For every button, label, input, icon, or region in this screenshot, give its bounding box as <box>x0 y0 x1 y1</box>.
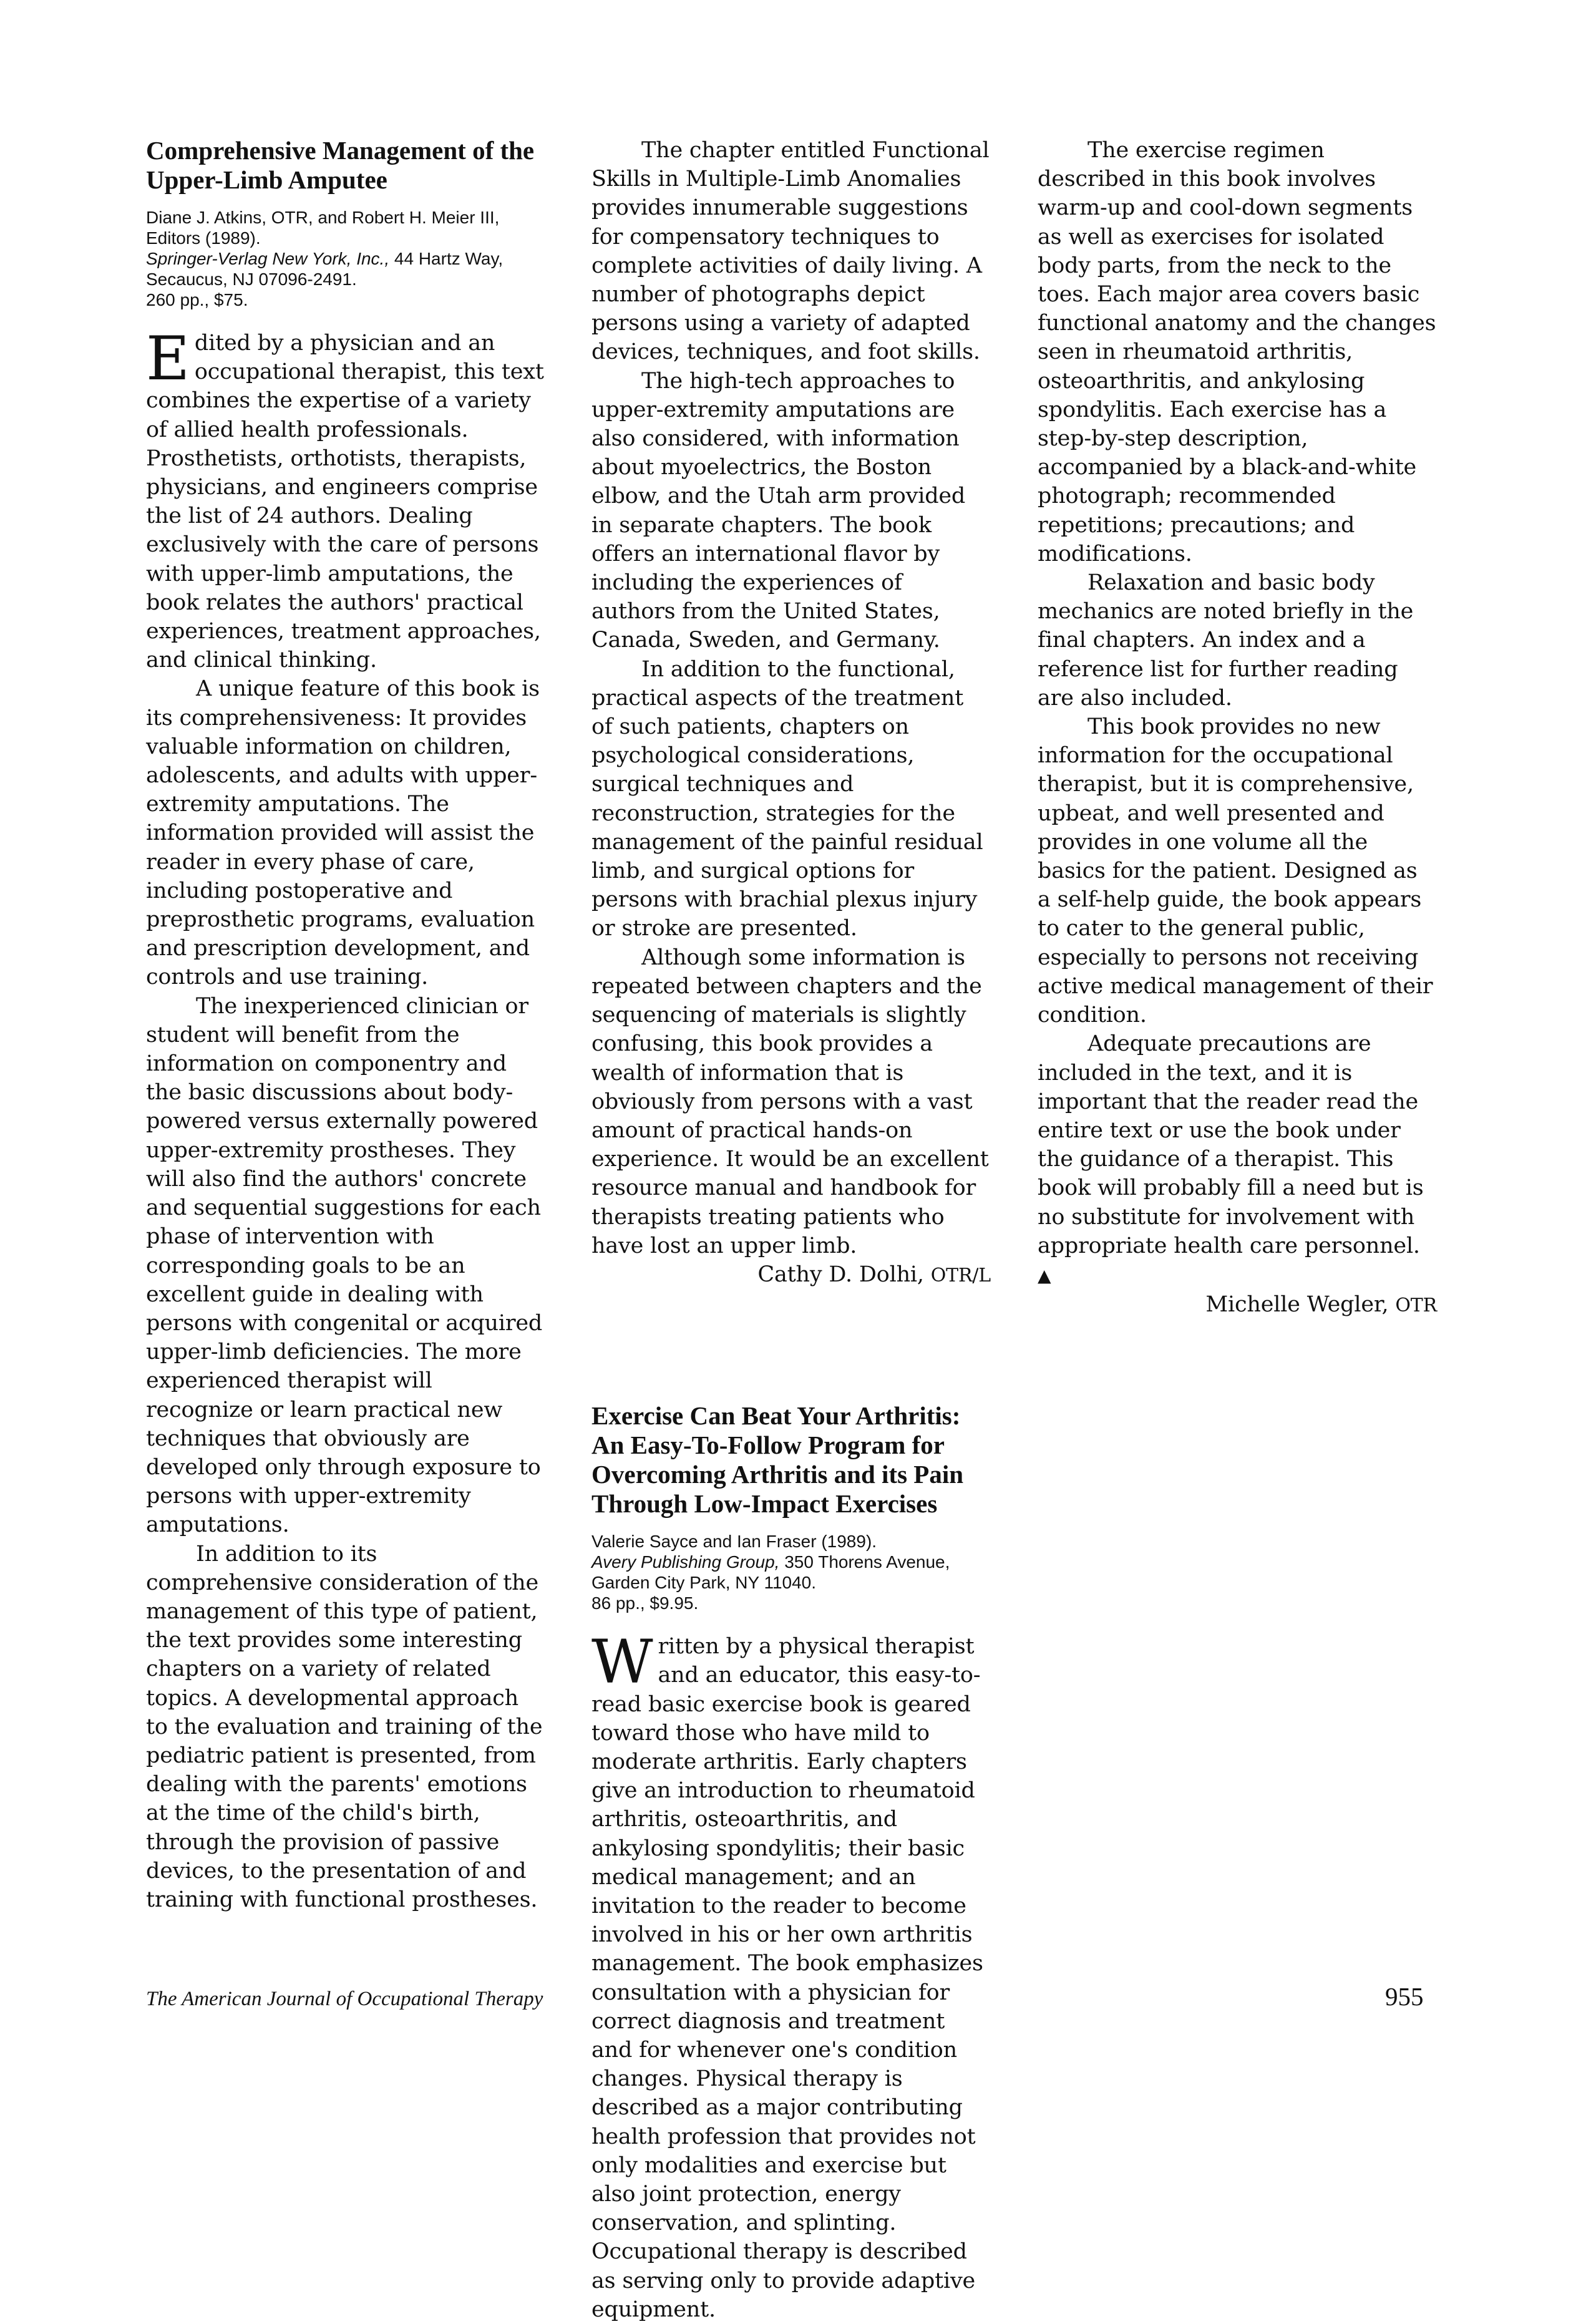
review-2-drop-cap: W <box>591 1627 653 1698</box>
review-2-paragraph-5-text: Adequate precautions are included in the text, and it is important that the reader read the entire text or use the book under the guidance of a therapist. This book will probably fill a need but is no substitute for involvement with appropriate health care personnel. <box>1038 1031 1424 1258</box>
review-1-citation <box>146 207 545 310</box>
review-2-paragraph-1 <box>591 1627 991 2324</box>
review-1-title: Comprehensive Management of the Upper-Limb Amputee <box>146 136 535 194</box>
review-1-price: 260 pp., $75. <box>146 290 248 309</box>
review-1-paragraph-7: In addition to the functional, practical aspects of the treatment of such patients, chapters on psychological considerations, surgical techniques and reconstruction, strategies for the management of the painful residual limb, and surgical options for persons with brachial plexus injury or stroke are presented. <box>591 656 983 941</box>
review-2-paragraph-3: Relaxation and basic body mechanics are noted briefly in the final chapters. An index and a reference list for further reading are also included. <box>1038 570 1414 711</box>
review-2-paragraph-1-text: ritten by a physical therapist and an educator, this easy-to-read basic exercise book is geared toward those who have mild to moderate arthritis. Early chapters give an introduction to rheumatoid arthritis, osteoarthritis, and ankylosing spondylitis; their basic medical management; and an invitation to the reader to become involved in his or her own arthritis management. The book emphasizes consultation with a physician for correct diagnosis and treatment and for whenever one's condition changes. Physical therapy is described as a major contributing health profession that provides not only modalities and exercise but also joint protection, energy conservation, and splinting. Occupational therapy is described as serving only to provide adaptive equipment. <box>591 1634 983 2322</box>
review-1-reviewer-credential: OTR/L <box>930 1264 991 1286</box>
review-1-paragraph-4: In addition to its comprehensive consideration of the management of this type of patient, the text provides some interesting chapters on a variety of related topics. A developmental approach to the evaluation and training of the pediatric patient is presented, from dealing with the parents' emotions at the time of the child's birth, through the provision of passive devices, to the presentation of and training with functional prostheses. <box>146 1541 543 1912</box>
review-1-signature <box>591 1260 991 1290</box>
review-1-publisher-address: 44 Hartz Way, Secaucus, NJ 07096-2491. <box>146 249 504 289</box>
review-2-publisher-name: Avery Publishing Group, <box>591 1552 780 1572</box>
review-2-reviewer-name: Michelle Wegler, <box>1205 1292 1389 1318</box>
review-2-title: Exercise Can Beat Your Arthritis: An Easy-To-Follow Program for Overcoming Arthritis and its Pain Through Low-Impact Exercises <box>591 1401 964 1519</box>
review-2-price: 86 pp., $9.95. <box>591 1593 699 1613</box>
review-1-publisher <box>146 248 545 289</box>
review-1-paragraph-3: The inexperienced clinician or student will benefit from the information on componentry and the basic discussions about body-powered versus externally powered upper-extremity prostheses. They will also find the authors' concrete and sequential suggestions for each phase of intervention with corresponding goals to be an excellent guide in dealing with persons with congenital or acquired upper-limb deficiencies. The more experienced therapist will recognize or learn practical new techniques that obviously are developed only through exposure to persons with upper-extremity amputations. <box>146 993 543 1538</box>
review-2-publisher <box>591 1552 991 1593</box>
review-2-paragraph-4: This book provides no new information for the occupational therapist, but it is comprehensive, upbeat, and well presented and provides in one volume all the basics for the patient. Designed as a self-help guide, the book appears to cater to the general public, especially to persons not receiving active medical management of their condition. <box>1038 714 1433 1028</box>
review-1-drop-cap: E <box>146 324 190 394</box>
page-number: 955 <box>1385 1982 1424 2011</box>
review-2-publisher-address: 350 Thorens Avenue, Garden City Park, NY 11040. <box>591 1552 950 1593</box>
journal-title-footer: The American Journal of Occupational Therapy <box>146 1988 543 2010</box>
review-2-paragraph-5 <box>1038 1029 1437 1290</box>
review-1-paragraph-8: Although some information is repeated between chapters and the sequencing of materials is slightly confusing, this book provides a wealth of information that is obviously from persons with a vast amount of practical hands-on experience. It would be an excellent resource manual and handbook for therapists treating patients who have lost an upper limb. <box>591 945 989 1258</box>
end-mark-triangle-icon: ▲ <box>1038 1265 1051 1286</box>
column-1 <box>146 136 545 1914</box>
column-3 <box>1038 136 1437 1320</box>
review-2-reviewer-credential: OTR <box>1395 1295 1437 1317</box>
review-1-reviewer-name: Cathy D. Dolhi, <box>757 1262 924 1287</box>
column-2 <box>591 136 991 2324</box>
review-2-paragraph-2: The exercise regimen described in this book involves warm-up and cool-down segments as well as exercises for isolated body parts, from the neck to the toes. Each major area covers basic functional anatomy and the changes seen in rheumatoid arthritis, osteoarthritis, and ankylosing spondylitis. Each exercise has a step-by-step description, accompanied by a black-and-white photograph; recommended repetitions; precautions; and modifications. <box>1038 138 1436 566</box>
review-1-paragraph-1 <box>146 324 545 674</box>
review-2-citation <box>591 1531 991 1613</box>
review-1-paragraph-6: The high-tech approaches to upper-extremity amputations are also considered, with information about myoelectrics, the Boston elbow, and the Utah arm provided in separate chapters. The book offers an international flavor by including the experiences of authors from the United States, Canada, Sweden, and Germany. <box>591 368 966 653</box>
review-1-paragraph-1-text: dited by a physician and an occupational therapist, this text combines the expertise of a variety of allied health professionals. Prosthetists, orthotists, therapists, physicians, and engineers comprise the list of 24 authors. Dealing exclusively with the care of persons with upper-limb amputations, the book relates the authors' practical experiences, treatment approaches, and clinical thinking. <box>146 331 544 673</box>
review-1-paragraph-2: A unique feature of this book is its comprehensiveness: It provides valuable information on children, adolescents, and adults with upper-extremity amputations. The information provided will assist the reader in every phase of care, including postoperative and preprosthetic programs, evaluation and prescription development, and controls and use training. <box>146 676 540 990</box>
review-1-authors: Diane J. Atkins, OTR, and Robert H. Meier III, Editors (1989). <box>146 208 500 248</box>
review-2-signature <box>1038 1290 1437 1320</box>
review-1-paragraph-5: The chapter entitled Functional Skills in Multiple-Limb Anomalies provides innumerable suggestions for compensatory techniques to complete activities of daily living. A number of photographs depict persons using a variety of adapted devices, techniques, and foot skills. <box>591 138 990 365</box>
review-1-publisher-name: Springer-Verlag New York, Inc., <box>146 249 390 268</box>
review-2-authors: Valerie Sayce and Ian Fraser (1989). <box>591 1532 877 1552</box>
